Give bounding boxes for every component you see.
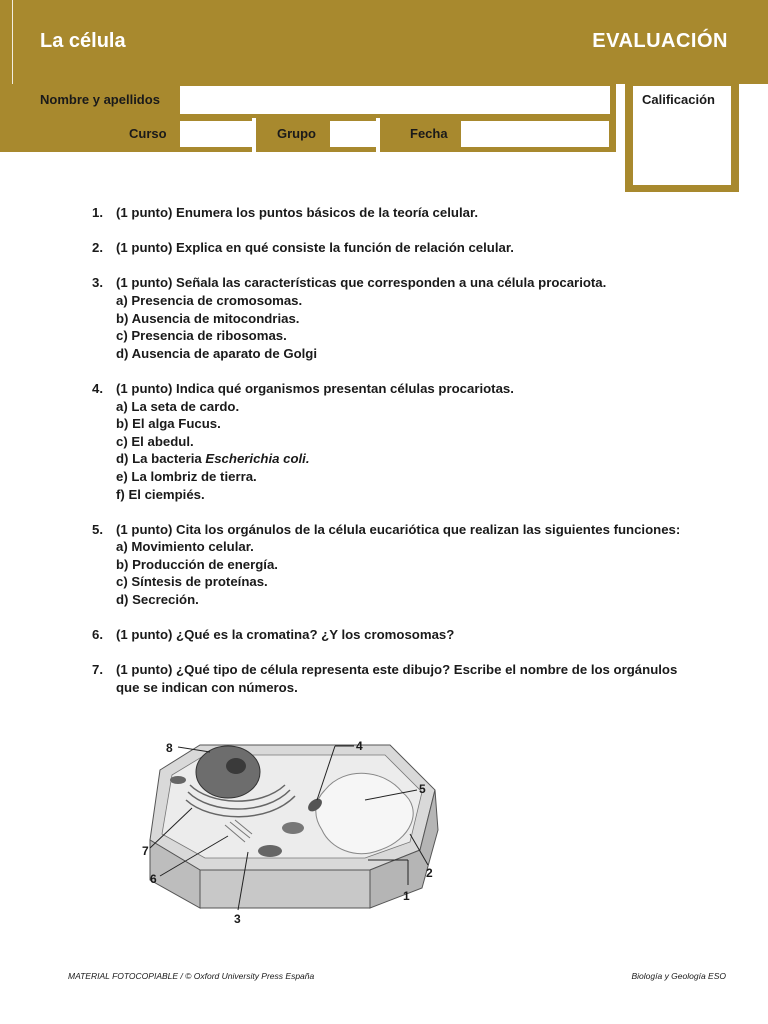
question-7: 7. (1 punto) ¿Qué tipo de célula representa este dibujo? Escribe el nombre de los orgánulos que se indican con números. (92, 662, 678, 696)
nucleolus (226, 758, 246, 774)
question-text: (1 punto) Enumera los puntos básicos de la teoría celular. (116, 205, 479, 220)
species-name: Escherichia coli. (205, 451, 310, 467)
question-text: (1 punto) Cita los orgánulos de la célula eucariótica que realizan las siguientes funciones: (116, 521, 681, 537)
option: b) Ausencia de mitocondrias. (116, 310, 300, 326)
cell-figure (140, 730, 450, 930)
mitochondrion (170, 776, 186, 784)
option: f) El ciempiés. (116, 486, 205, 502)
grade-label: Calificación (642, 92, 715, 107)
question-3: 3. (1 punto) Señala las características que corresponden a una célula procariota. a) Presencia de cromosomas. b) Ausencia de mitocondrias. c) Presencia de ribosomas. d) Ausencia de aparato de Golgi (92, 274, 692, 362)
header-divider (12, 0, 13, 84)
question-text: (1 punto) Señala las características que corresponden a una célula procariota. (116, 275, 607, 291)
question-6: 6. (1 punto) ¿Qué es la cromatina? ¿Y los cromosomas? (92, 627, 455, 643)
option: b) Producción de energía. (116, 556, 278, 572)
option: d) Secreción. (116, 592, 199, 608)
mitochondrion (282, 822, 304, 834)
option: a) La seta de cardo. (116, 398, 240, 414)
name-label: Nombre y apellidos (40, 92, 160, 107)
band-left-edge (2, 86, 3, 150)
group-field[interactable] (330, 121, 376, 147)
question-text: (1 punto) Indica qué organismos presentan células procariotas. (116, 380, 514, 396)
date-field[interactable] (461, 121, 609, 147)
option: c) El abedul. (116, 433, 194, 449)
date-label: Fecha (410, 126, 448, 141)
footer-copyright: MATERIAL FOTOCOPIABLE / © Oxford University Press España (68, 971, 315, 981)
header-bar (0, 0, 768, 84)
question-5: 5. (1 punto) Cita los orgánulos de la célula eucariótica que realizan las siguientes funciones: a) Movimiento celular. b) Producción de energía. c) Síntesis de proteínas. d) Secreción. (92, 521, 692, 609)
page-title: La célula (40, 30, 126, 52)
mitochondrion (258, 845, 282, 857)
option: d) Ausencia de aparato de Golgi (116, 345, 318, 361)
question-list (92, 204, 692, 714)
label-2: 2 (426, 866, 433, 880)
option: b) El alga Fucus. (116, 416, 221, 432)
footer-subject: Biología y Geología ESO (631, 971, 726, 981)
question-4: 4. (1 punto) Indica qué organismos presentan células procariotas. a) La seta de cardo. b) El alga Fucus. c) El abedul. d) La bacteria Escherichia coli. e) La lombriz de tierra. f) El ciempiés. (92, 380, 692, 503)
question-text: (1 punto) ¿Qué es la cromatina? ¿Y los cromosomas? (116, 627, 455, 643)
question-2: 2. (1 punto) Explica en qué consiste la función de relación celular. (92, 240, 514, 256)
group-label: Grupo (277, 126, 316, 141)
course-label: Curso (129, 126, 167, 141)
band-split-1 (252, 118, 256, 152)
nucleus (196, 746, 260, 798)
section-title: EVALUACIÓN (592, 30, 728, 52)
band-split-2 (376, 118, 380, 152)
label-1: 1 (403, 889, 410, 903)
option: c) Síntesis de proteínas. (116, 574, 268, 590)
option: c) Presencia de ribosomas. (116, 328, 287, 344)
course-field[interactable] (180, 121, 252, 147)
option: a) Movimiento celular. (116, 539, 254, 555)
label-6: 6 (150, 872, 157, 886)
option: d) La bacteria Escherichia coli. (116, 451, 310, 467)
cell-wall-front-2 (200, 870, 370, 908)
name-field[interactable] (180, 86, 610, 114)
label-4: 4 (356, 739, 363, 753)
label-7: 7 (142, 844, 149, 858)
label-8: 8 (166, 741, 173, 755)
question-text: (1 punto) Explica en qué consiste la función de relación celular. (116, 240, 514, 256)
option: a) Presencia de cromosomas. (116, 292, 303, 308)
question-1: 1. (1 punto) Enumera los puntos básicos de la teoría celular. (92, 205, 479, 220)
label-3: 3 (234, 912, 241, 926)
option: e) La lombriz de tierra. (116, 468, 257, 484)
label-5: 5 (419, 782, 426, 796)
question-text: (1 punto) ¿Qué tipo de célula representa este dibujo? Escribe el nombre de los orgánulos que se indican con números. (116, 662, 678, 696)
